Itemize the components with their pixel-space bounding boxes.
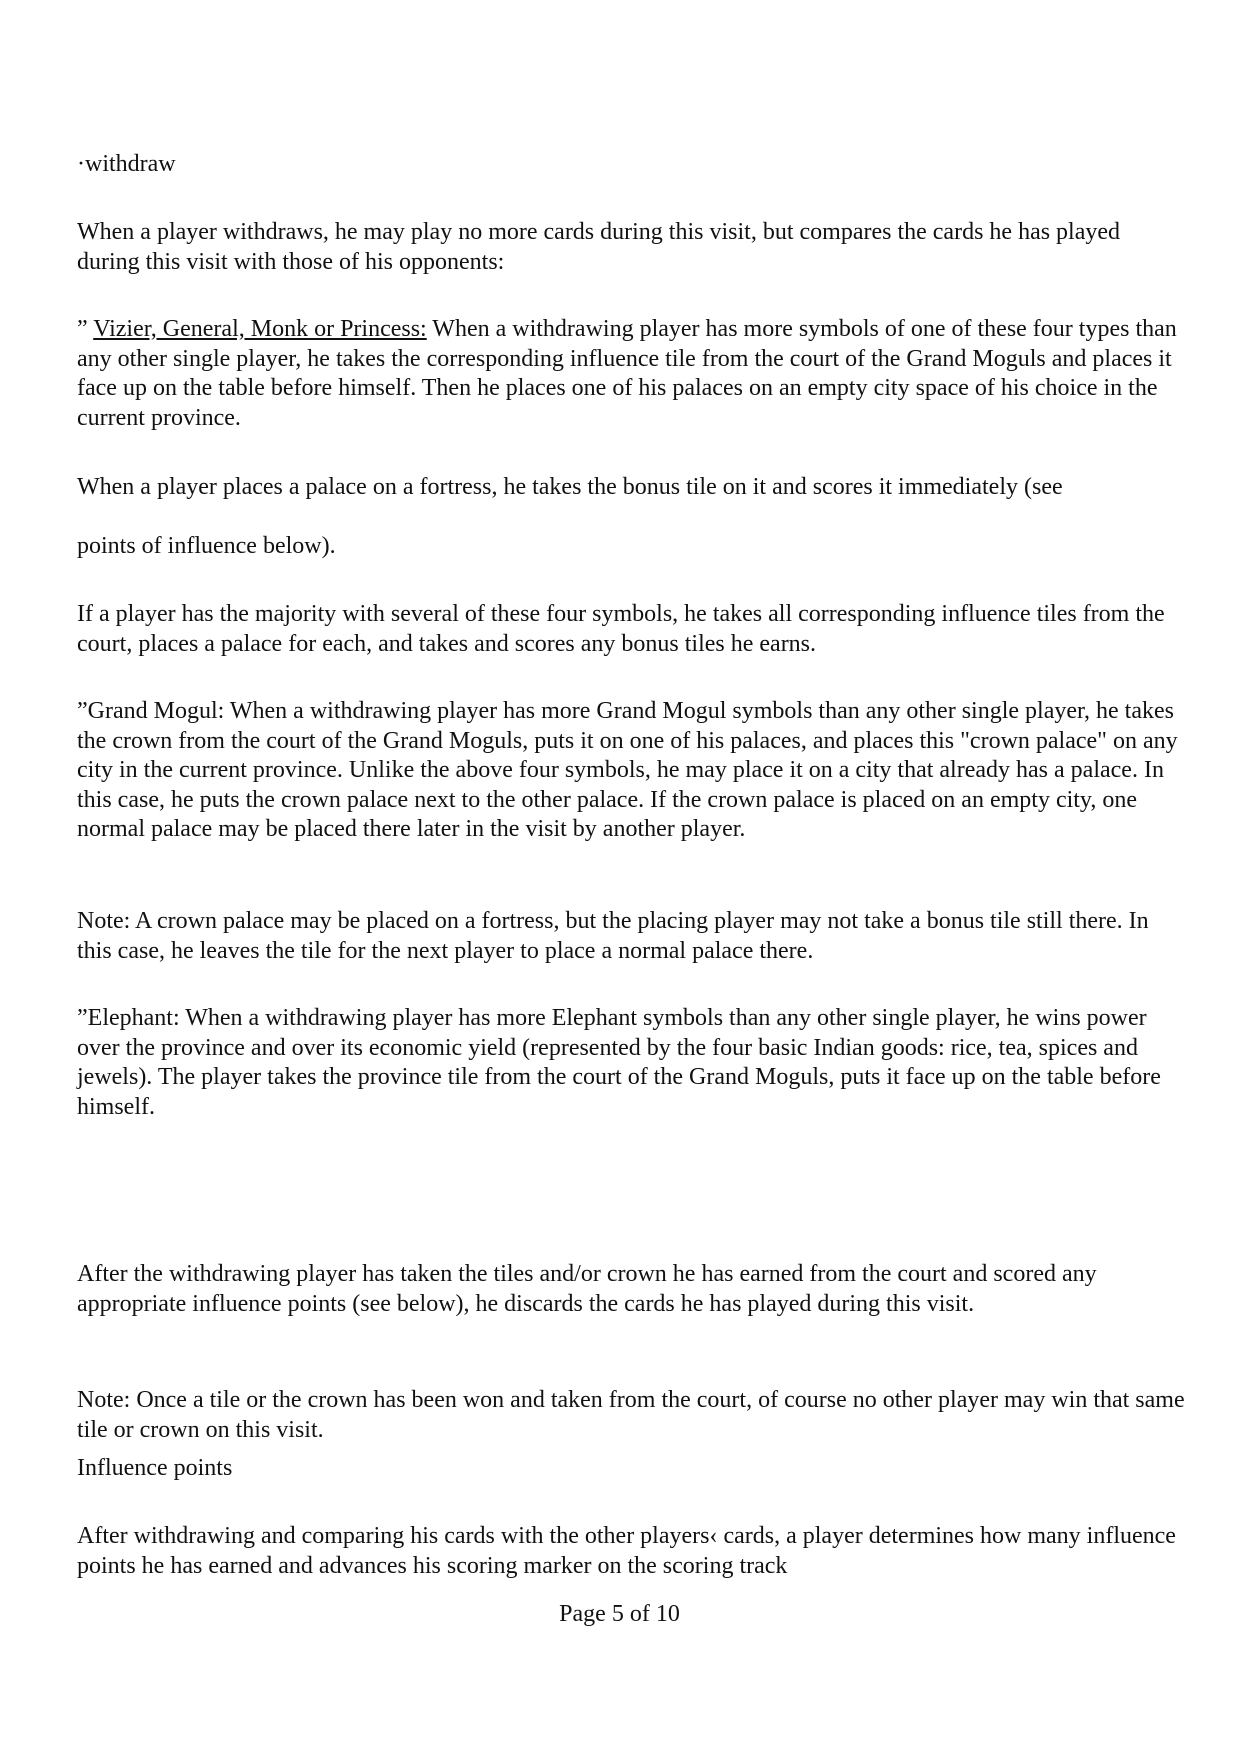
bullet-mark: ”	[77, 316, 94, 342]
paragraph-fortress-line-2: points of influence below).	[77, 533, 336, 559]
paragraph-note-tile: Note: Once a tile or the crown has been won and taken from the court, of course no other player may win that same tile or crown on this visit.	[77, 1387, 1185, 1443]
paragraph-majority: If a player has the majority with several of these four symbols, he takes all corresponding influence tiles from the court, places a palace for each, and takes and scores any bonus tiles he earns.	[77, 601, 1165, 657]
underlined-term: Vizier, General, Monk or Princess:	[93, 316, 427, 342]
paragraph-fortress-line-1: When a player places a palace on a fortress, he takes the bonus tile on it and scores it immediately (see	[77, 474, 1063, 500]
heading-influence-points: Influence points	[77, 1455, 233, 1481]
paragraph-elephant: ”Elephant: When a withdrawing player has more Elephant symbols than any other single player, he wins power over the province and over its economic yield (represented by the four basic Indian goods: rice, tea, spices and jewels). The player takes the province tile from the court of the Grand Moguls, puts it face up on the table before himself.	[77, 1005, 1161, 1120]
heading-withdraw: ·withdraw	[77, 151, 176, 177]
paragraph-influence-points: After withdrawing and comparing his cards with the other players‹ cards, a player determines how many influence points he has earned and advances his scoring marker on the scoring track	[77, 1523, 1176, 1579]
paragraph-withdraw-intro: When a player withdraws, he may play no more cards during this visit, but compares the cards he has played during this visit with those of his opponents:	[77, 219, 1121, 275]
paragraph-vizier-general-monk-princess	[77, 315, 1187, 433]
paragraph-text: When a withdrawing player has more symbols of one of these four types than any other single player, he takes the corresponding influence tile from the court of the Grand Moguls and places it face up on the table before himself. Then he places one of his palaces on an empty city space of his choice in the current province.	[77, 316, 1177, 431]
paragraph-grand-mogul: ”Grand Mogul: When a withdrawing player has more Grand Mogul symbols than any other single player, he takes the crown from the court of the Grand Moguls, puts it on one of his palaces, and places this "crown palace" on any city in the current province. Unlike the above four symbols, he may place it on a city that already has a palace. In this case, he puts the crown palace next to the other palace. If the crown palace is placed on an empty city, one normal palace may be placed there later in the visit by another player.	[77, 698, 1178, 842]
page-number: Page 5 of 10	[559, 1601, 680, 1627]
paragraph-note-crown-palace: Note: A crown palace may be placed on a fortress, but the placing player may not take a bonus tile still there. In this case, he leaves the tile for the next player to place a normal palace there.	[77, 908, 1149, 964]
paragraph-after-withdrawing: After the withdrawing player has taken the tiles and/or crown he has earned from the court and scored any appropriate influence points (see below), he discards the cards he has played during this visit.	[77, 1261, 1097, 1317]
